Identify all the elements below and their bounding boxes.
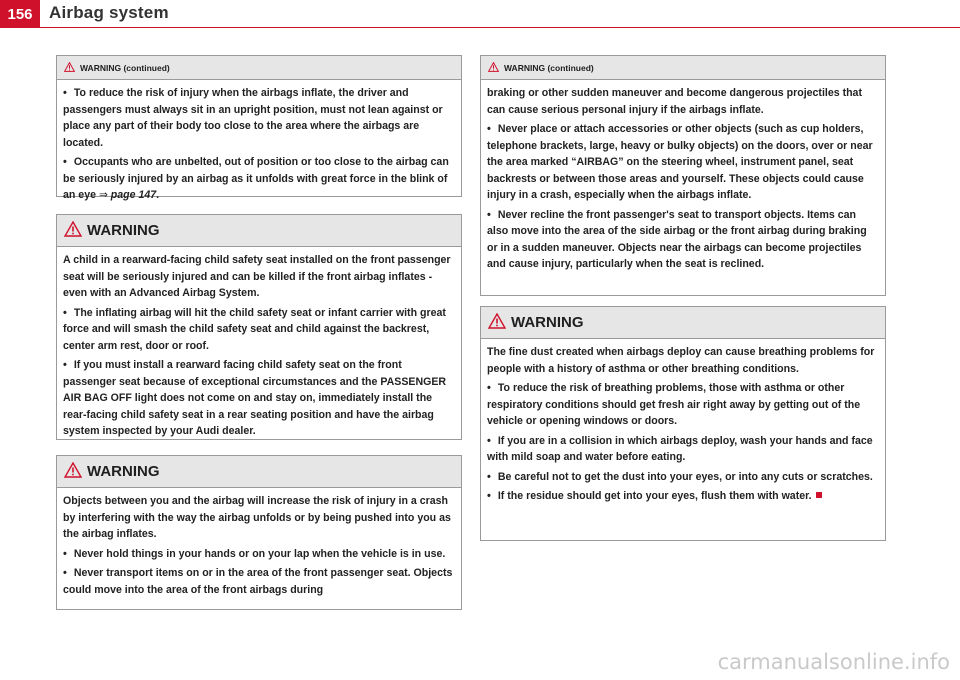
warning-paragraph: • Never place or attach accessories or other objects (such as cup holders, telephone brackets, large, heavy or bulky objects) on the doors, over or near the area marked “AIRBAG” on the steering wheel, instrument panel, seat backrests or between those areas and yourself. These objects could cause injury in a crash, especially when the airbags inflate. xyxy=(487,121,880,204)
warning-triangle-icon xyxy=(64,221,82,241)
warning-paragraph: • If you are in a collision in which airbags deploy, wash your hands and face with mild soap and water before eating. xyxy=(487,433,880,466)
page-number: 156 xyxy=(0,0,40,28)
warning-paragraph: • If the residue should get into your eyes, flush them with water. xyxy=(487,488,880,505)
warning-heading: WARNING xyxy=(87,463,160,480)
warning-paragraph: • To reduce the risk of injury when the airbags inflate, the driver and passengers must always sit in an upright position, must not lean against or place any part of their body too close to the area where the airbags are located. xyxy=(63,85,456,151)
warning-body xyxy=(57,488,461,605)
warning-paragraph: A child in a rearward-facing child safety seat installed on the front passenger seat will be seriously injured and can be killed if the front airbag inflates - even with an Advanced Airbag System. xyxy=(63,254,451,299)
warning-header xyxy=(481,307,885,339)
page-reference-link[interactable]: page 147 xyxy=(110,189,157,201)
warning-triangle-icon xyxy=(64,62,75,74)
warning-paragraph: • To reduce the risk of breathing problems, those with asthma or other respiratory conditions should get fresh air right away by getting out of the vehicle or opening windows or doors. xyxy=(487,380,880,430)
warning-body xyxy=(481,339,885,512)
warning-body xyxy=(481,80,885,280)
warning-box-objects xyxy=(56,455,462,610)
warning-paragraph: • Never hold things in your hands or on your lap when the vehicle is in use. xyxy=(63,546,456,563)
warning-header xyxy=(57,215,461,247)
warning-box-continued-left xyxy=(56,55,462,201)
warning-triangle-icon xyxy=(488,313,506,333)
header-divider xyxy=(40,27,960,28)
warning-box-dust xyxy=(480,306,886,541)
warning-paragraph: Objects between you and the airbag will increase the risk of injury in a crash by interfering with the way the airbag unfolds or by being pushed into you as the airbag inflates. xyxy=(63,495,451,540)
warning-box-continued-right xyxy=(480,55,886,296)
warning-heading: WARNING (continued) xyxy=(504,62,594,73)
warning-header xyxy=(481,56,885,80)
warning-paragraph: braking or other sudden maneuver and become dangerous projectiles that can cause serious personal injury if the airbags inflate. xyxy=(487,87,862,116)
warning-paragraph: • Be careful not to get the dust into your eyes, or into any cuts or scratches. xyxy=(487,469,880,486)
warning-body xyxy=(57,247,461,447)
warning-paragraph: • Never transport items on or in the area of the front passenger seat. Objects could move into the area of the front airbags during xyxy=(63,565,456,598)
warning-header xyxy=(57,56,461,80)
watermark: carmanualsonline.info xyxy=(717,650,950,674)
warning-paragraph: • The inflating airbag will hit the child safety seat or infant carrier with great force and will smash the child safety seat and child against the backrest, center arm rest, door or roof. xyxy=(63,305,456,355)
warning-paragraph: • If you must install a rearward facing child safety seat on the front passenger seat because of exceptional circumstances and the PASSENGER AIR BAG OFF light does not come on and stay on, immediately install the rear-facing child safety seat in a rear seating position and have the airbag system inspected by your Audi dealer. xyxy=(63,357,456,440)
warning-paragraph: • Never recline the front passenger's seat to transport objects. Items can also move into the area of the side airbag or the front airbag during braking or in a sudden maneuver. Objects near the airbags can become projectiles and cause injury, particularly when the seat is reclined. xyxy=(487,207,880,273)
page-header xyxy=(0,0,960,32)
section-title: Airbag system xyxy=(49,3,169,22)
warning-box-child-seat xyxy=(56,214,462,440)
warning-heading: WARNING (continued) xyxy=(80,62,170,73)
warning-triangle-icon xyxy=(64,462,82,482)
warning-paragraph: The fine dust created when airbags deploy can cause breathing problems for people with a history of asthma or other breathing conditions. xyxy=(487,346,875,375)
reference-arrow: ⇒ xyxy=(98,189,108,201)
warning-triangle-icon xyxy=(488,62,499,74)
warning-heading: WARNING xyxy=(87,222,160,239)
section-end-marker xyxy=(816,492,822,498)
warning-heading: WARNING xyxy=(511,314,584,331)
warning-header xyxy=(57,456,461,488)
warning-body xyxy=(57,80,461,211)
warning-paragraph: • Occupants who are unbelted, out of position or too close to the airbag can be seriously injured by an airbag as it unfolds with great force in the blink of an eye ⇒ page 147. xyxy=(63,154,456,204)
